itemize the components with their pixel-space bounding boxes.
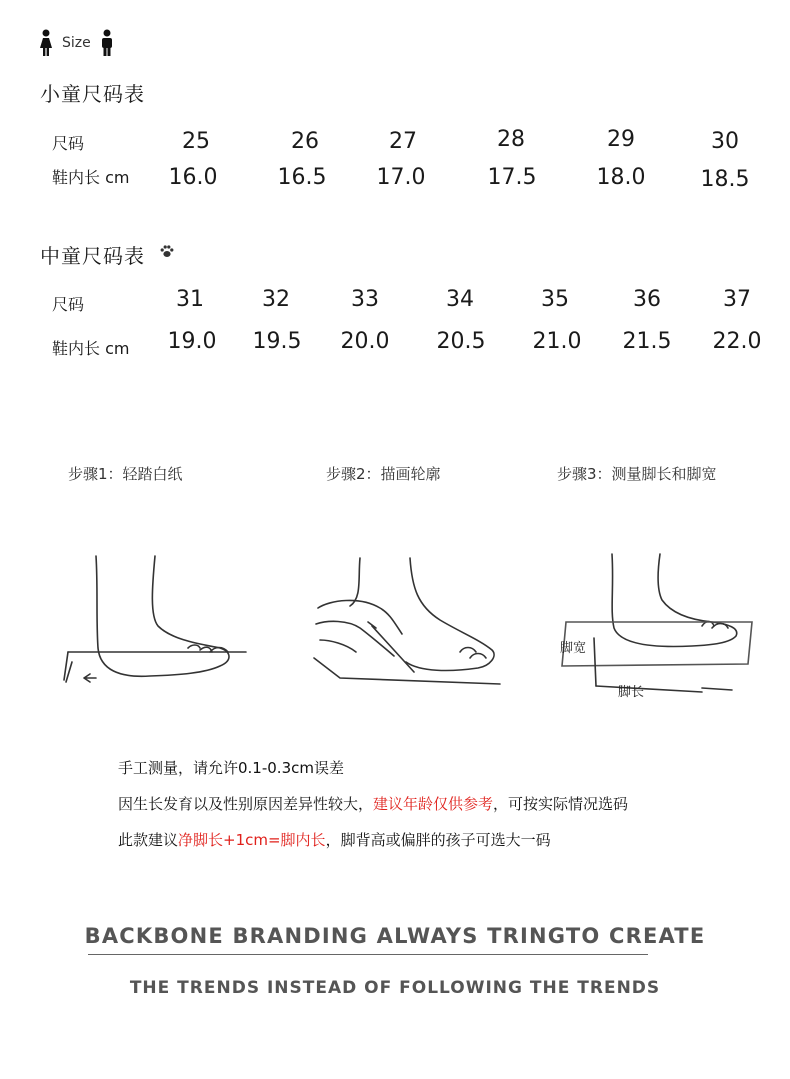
medium-size-cell: 32	[262, 287, 290, 312]
step-2-label: 步骤2：描画轮廓	[326, 465, 441, 483]
note-line-3-tail: ，脚背高或偏胖的孩子可选大一码	[325, 831, 551, 849]
small-length-cell: 18.0	[596, 165, 646, 190]
medium-length-cell: 20.0	[340, 329, 390, 354]
small-length-cell: 16.0	[168, 165, 218, 190]
small-size-cell: 29	[607, 127, 635, 152]
step-3-label: 步骤3：测量脚长和脚宽	[557, 465, 717, 483]
note-line-3-highlight: 净脚长+1cm=脚内长	[178, 831, 326, 849]
small-size-cell: 27	[389, 129, 417, 154]
note-line-2	[118, 793, 628, 814]
medium-size-cell: 37	[723, 287, 751, 312]
small-size-cell: 26	[291, 129, 319, 154]
medium-size-row-label: 尺码	[52, 295, 85, 314]
small-size-row-label: 尺码	[52, 134, 85, 153]
medium-length-cell: 21.5	[622, 329, 672, 354]
size-header	[38, 28, 115, 58]
small-size-cell: 30	[711, 129, 739, 154]
small-size-cell: 28	[497, 127, 525, 152]
step-1-label: 步骤1：轻踏白纸	[68, 465, 183, 483]
note-line-1	[118, 757, 344, 778]
note-line-2-highlight: 建议年龄仅供参考	[373, 795, 494, 813]
medium-length-cell: 22.0	[712, 329, 762, 354]
size-label: Size	[62, 35, 91, 51]
note-line-2-text: 因生长发育以及性别原因差异性较大，	[118, 795, 374, 813]
medium-length-cell: 21.0	[532, 329, 582, 354]
foot-width-label: 脚宽	[560, 641, 587, 656]
brand-divider	[88, 954, 648, 955]
note-line-3	[118, 829, 551, 850]
small-length-cell: 17.0	[376, 165, 426, 190]
paw-icon	[160, 245, 174, 258]
note-line-2-tail: ，可按实际情况选码	[493, 795, 629, 813]
medium-size-cell: 36	[633, 287, 661, 312]
brand-slogan-line-2: THE TRENDS INSTEAD OF FOLLOWING THE TRENDS	[129, 978, 661, 998]
note-line-3-text: 此款建议	[118, 831, 179, 849]
step-2-illustration	[310, 548, 510, 698]
medium-length-cell: 19.5	[252, 329, 302, 354]
note-line-1-text: 手工测量，请允许0.1-0.3cm误差	[118, 759, 344, 777]
foot-length-label: 脚长	[618, 685, 645, 698]
step-3-illustration	[552, 548, 762, 698]
medium-size-cell: 33	[351, 287, 379, 312]
medium-size-cell: 35	[541, 287, 569, 312]
small-length-cell: 18.5	[700, 167, 750, 192]
small-length-cell: 17.5	[487, 165, 537, 190]
medium-size-cell: 34	[446, 287, 474, 312]
girl-icon	[38, 29, 54, 57]
small-length-cell: 16.5	[277, 165, 327, 190]
boy-icon	[99, 29, 115, 57]
medium-length-cell: 19.0	[167, 329, 217, 354]
step-1-illustration	[60, 548, 250, 698]
small-length-row-label: 鞋内长 cm	[52, 168, 130, 187]
small-chart-title: 小童尺码表	[40, 82, 145, 106]
brand-slogan-line-1: BACKBONE BRANDING ALWAYS TRINGTO CREATE	[84, 924, 706, 948]
medium-length-cell: 20.5	[436, 329, 486, 354]
medium-size-cell: 31	[176, 287, 204, 312]
small-size-cell: 25	[182, 129, 210, 154]
medium-length-row-label: 鞋内长 cm	[52, 339, 130, 358]
medium-chart-title: 中童尺码表	[40, 244, 145, 268]
